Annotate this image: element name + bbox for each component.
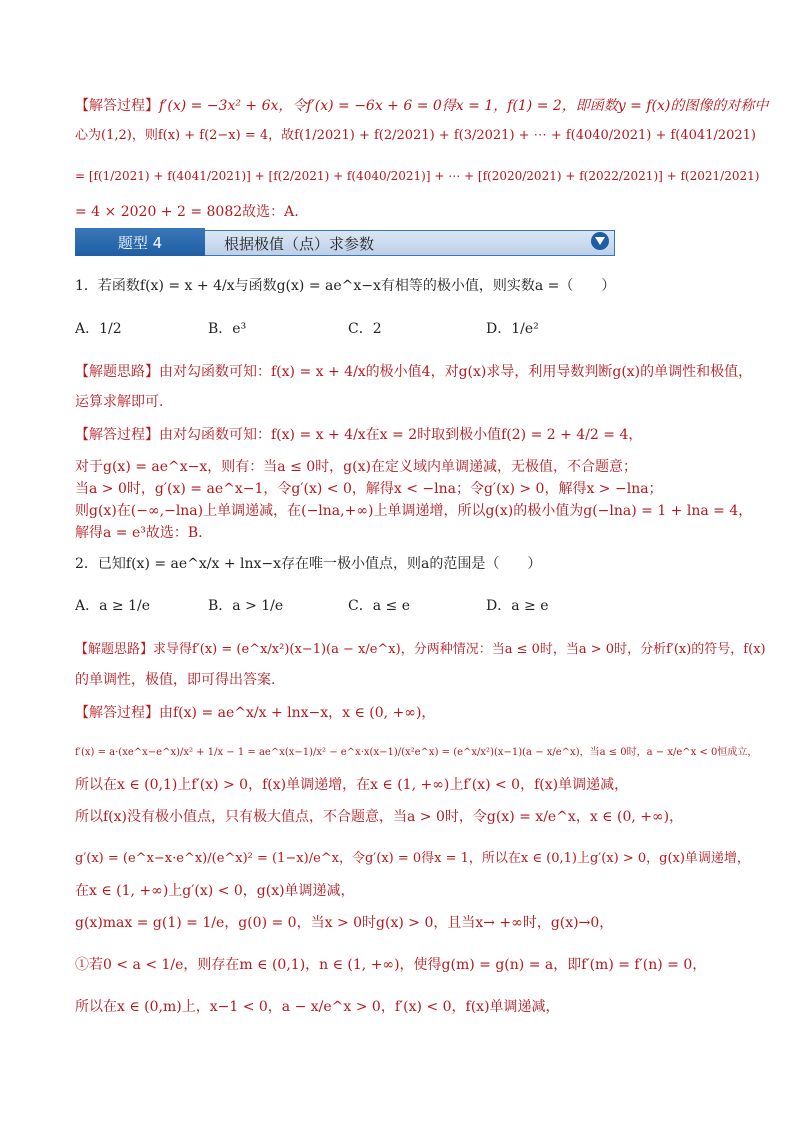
option-c[interactable]: C．2 <box>348 321 382 337</box>
hint-line <box>75 362 752 382</box>
solution-text: f′(x) = −3x² + 6x，令f′(x) = −6x + 6 = 0得x = 1，f(1) = 2，即函数y = f(x)的图像的对称中 <box>159 98 769 114</box>
option-b[interactable]: B．e³ <box>208 321 247 337</box>
solution-line: = 4 × 2020 + 2 = 8082故选：A. <box>75 204 299 220</box>
hint-text: 求导得f′(x) = (e^x/x²)(x−1)(a − x/e^x)，分两种情况：当a ≤ 0时，当a > 0时，分析f′(x)的符号，f(x) <box>153 642 766 657</box>
solution-line: 所以在x ∈ (0,m)上，x−1 < 0，a − x/e^x > 0，f′(x) < 0，f(x)单调递减， <box>75 999 560 1015</box>
section-banner <box>75 228 615 256</box>
solution-line: 对于g(x) = ae^x−x，则有：当a ≤ 0时，g(x)在定义域内单调递减，无极值，不合题意； <box>75 459 637 475</box>
solution-line: f′(x) = a·(xe^x−e^x)/x² + 1/x − 1 = ae^x(x−1)/x² − e^x·x(x−1)/(x²e^x) = (e^x/x²)(x−1)(a − x/e^x)，当a ≤ 0时，a − x/e^x < 0恒成立， <box>75 747 758 758</box>
hint-text: 由对勾函数可知：f(x) = x + 4/x的极小值4，对g(x)求导，利用导数判断g(x)的单调性和极值， <box>159 364 753 380</box>
option-d[interactable]: D．a ≥ e <box>486 598 549 614</box>
solution-line: g′(x) = (e^x−x·e^x)/(e^x)² = (1−x)/e^x，令g′(x) = 0得x = 1，所以在x ∈ (0,1)上g′(x) > 0，g(x)单调递增， <box>75 851 750 866</box>
banner-label <box>75 228 205 256</box>
option-b[interactable]: B．a > 1/e <box>208 598 284 614</box>
question-stem: 2．已知f(x) = ae^x/x + lnx−x存在唯一极小值点，则a的范围是（ ） <box>75 556 542 572</box>
chevron-down-icon[interactable] <box>591 232 609 250</box>
option-a[interactable]: A．1/2 <box>75 321 122 337</box>
option-c[interactable]: C．a ≤ e <box>348 598 410 614</box>
solution-line: ①若0 < a < 1/e，则存在m ∈ (0,1)，n ∈ (1, +∞)，使得g(m) = g(n) = a，即f′(m) = f′(n) = 0， <box>75 957 707 973</box>
solution-line <box>75 703 435 723</box>
solution-line: 心为(1,2)，则f(x) + f(2−x) = 4，故f(1/2021) + f(2/2021) + f(3/2021) + ⋯ + f(4040/2021) + f(4041/2021) <box>75 128 757 143</box>
solution-tag: 【解答过程】 <box>75 705 159 721</box>
solution-line: 当a > 0时，g′(x) = ae^x−1，令g′(x) < 0，解得x < −lna；令g′(x) > 0，解得x > −lna； <box>75 481 663 497</box>
solution-text: 由f(x) = ae^x/x + lnx−x，x ∈ (0, +∞)， <box>159 705 436 721</box>
solution-line <box>75 425 642 445</box>
hint-line: 的单调性，极值，即可得出答案. <box>75 672 276 688</box>
hint-line: 运算求解即可. <box>75 394 164 410</box>
solution-line: 所以f(x)没有极小值点，只有极大值点，不合题意，当a > 0时，令g(x) = x/e^x，x ∈ (0, +∞)， <box>75 809 684 825</box>
solution-line: = [f(1/2021) + f(4041/2021)] + [f(2/2021) + f(4040/2021)] + ⋯ + [f(2020/2021) + f(2022/2021)] + f(2021/2021) <box>75 169 760 183</box>
solution-line: g(x)max = g(1) = 1/e，g(0) = 0，当x > 0时g(x) > 0，且当x→ +∞时，g(x)→0， <box>75 915 614 931</box>
option-a[interactable]: A．a ≥ 1/e <box>75 598 150 614</box>
solution-line: 在x ∈ (1, +∞)上g′(x) < 0，g(x)单调递减， <box>75 883 355 899</box>
hint-tag: 【解题思路】 <box>75 642 154 657</box>
banner-title-text: 根据极值（点）求参数 <box>224 234 375 253</box>
solution-line: 所以在x ∈ (0,1)上f′(x) > 0，f(x)单调递增，在x ∈ (1, +∞)上f′(x) < 0，f(x)单调递减， <box>75 777 629 793</box>
banner-label-text: 题型 4 <box>117 233 163 252</box>
solution-line <box>75 96 768 116</box>
solution-line: 解得a = e³故选：B. <box>75 525 203 541</box>
banner-title <box>195 230 615 256</box>
solution-tag: 【解答过程】 <box>75 98 159 114</box>
solution-text: 由对勾函数可知：f(x) = x + 4/x在x = 2时取到极小值f(2) = 2 + 4/2 = 4， <box>159 427 643 443</box>
solution-line: 则g(x)在(−∞,−lna)上单调递减，在(−lna,+∞)上单调递增，所以g(x)的极小值为g(−lna) = 1 + lna = 4， <box>75 503 753 519</box>
hint-tag: 【解题思路】 <box>75 364 159 380</box>
question-stem: 1．若函数f(x) = x + 4/x与函数g(x) = ae^x−x有相等的极小值，则实数a =（ ） <box>75 278 616 294</box>
option-d[interactable]: D．1/e² <box>486 321 539 337</box>
hint-line <box>75 640 766 660</box>
solution-tag: 【解答过程】 <box>75 427 159 443</box>
